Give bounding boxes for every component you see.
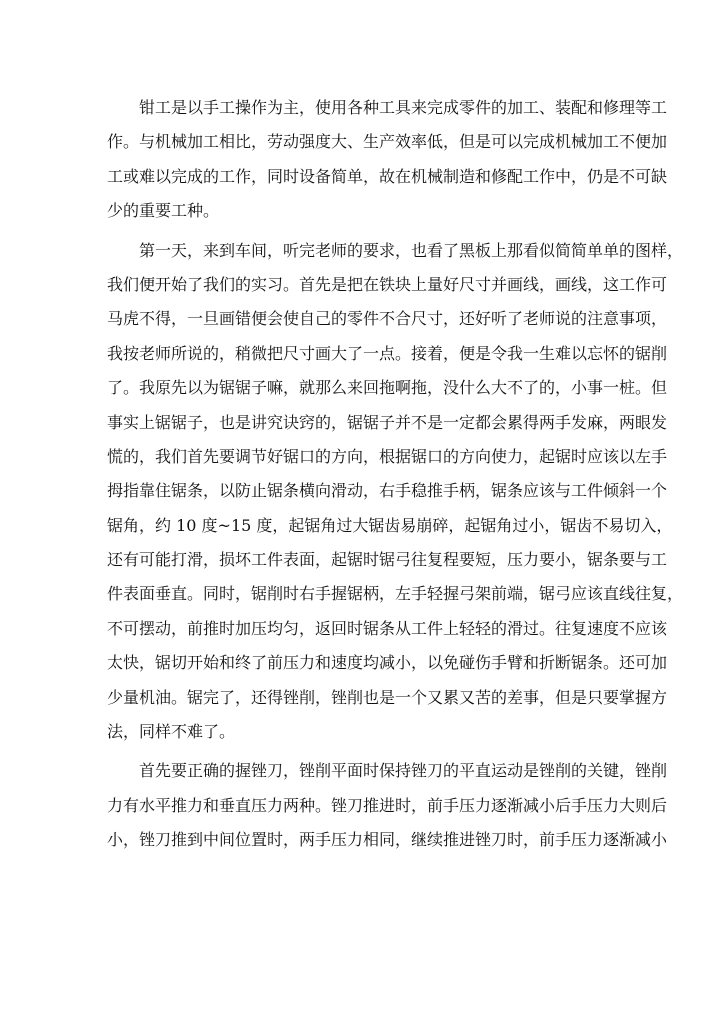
text-line: 件表面垂直。同时，锯削时右手握锯柄，左手轻握弓架前端，锯弓应该直线往复， <box>107 584 684 604</box>
text-line: 我们便开始了我们的实习。首先是把在铁块上量好尺寸并画线，画线，这工作可 <box>107 274 668 294</box>
text-line: 了。我原先以为锯锯子嘛，就那么来回拖啊拖，没什么大不了的，小事一桩。但 <box>107 378 668 398</box>
text-line: 锯角，约 10 度~15 度，起锯角过大锯齿易崩碎，起锯角过小，锯齿不易切入， <box>107 515 673 535</box>
text-line: 法，同样不难了。 <box>107 722 236 742</box>
text-line: 还有可能打滑，损坏工件表面，起锯时锯弓往复程要短，压力要小，锯条要与工 <box>107 550 668 570</box>
document-body <box>107 91 684 858</box>
text-line: 太快，锯切开始和终了前压力和速度均减小，以免碰伤手臂和折断锯条。还可加 <box>107 653 668 673</box>
text-line: 我按老师所说的，稍微把尺寸画大了一点。接着，便是令我一生难以忘怀的锯削 <box>107 343 668 363</box>
text-line: 作。与机械加工相比，劳动强度大、生产效率低，但是可以完成机械加工不便加 <box>107 132 668 152</box>
text-line: 不可摆动，前推时加压均匀，返回时锯条从工件上轻轻的滑过。往复速度不应该 <box>107 618 668 638</box>
text-line: 马虎不得，一旦画错便会使自己的零件不合尺寸，还好听了老师说的注意事项， <box>107 309 668 329</box>
text-line: 工或难以完成的工作，同时设备简单，故在机械制造和修配工作中，仍是不可缺 <box>107 166 668 186</box>
text-line: 力有水平推力和垂直压力两种。锉刀推进时，前手压力逐渐减小后手压力大则后 <box>107 795 668 815</box>
text-line: 小，锉刀推到中间位置时，两手压力相同，继续推进锉刀时，前手压力逐渐减小 <box>107 830 668 850</box>
text-line: 少的重要工种。 <box>107 201 220 221</box>
paragraph-2 <box>107 234 684 750</box>
paragraph-1 <box>107 91 668 229</box>
text-line: 少量机油。锯完了，还得锉削，锉削也是一个又累又苦的差事，但是只要掌握方 <box>107 687 668 707</box>
text-line: 事实上锯锯子，也是讲究诀窍的，锯锯子并不是一定都会累得两手发麻，两眼发 <box>107 412 668 432</box>
text-line: 慌的，我们首先要调节好锯口的方向，根据锯口的方向使力，起锯时应该以左手 <box>107 446 668 466</box>
paragraph-3 <box>107 754 668 857</box>
text-line: 第一天，来到车间，听完老师的要求，也看了黑板上那看似简简单单的图样， <box>139 240 684 260</box>
text-line: 钳工是以手工操作为主，使用各种工具来完成零件的加工、装配和修理等工 <box>139 98 668 117</box>
text-line: 拇指靠住锯条，以防止锯条横向滑动，右手稳推手柄，锯条应该与工件倾斜一个 <box>107 481 668 501</box>
text-line: 首先要正确的握锉刀，锉削平面时保持锉刀的平直运动是锉削的关键，锉削 <box>139 761 668 781</box>
